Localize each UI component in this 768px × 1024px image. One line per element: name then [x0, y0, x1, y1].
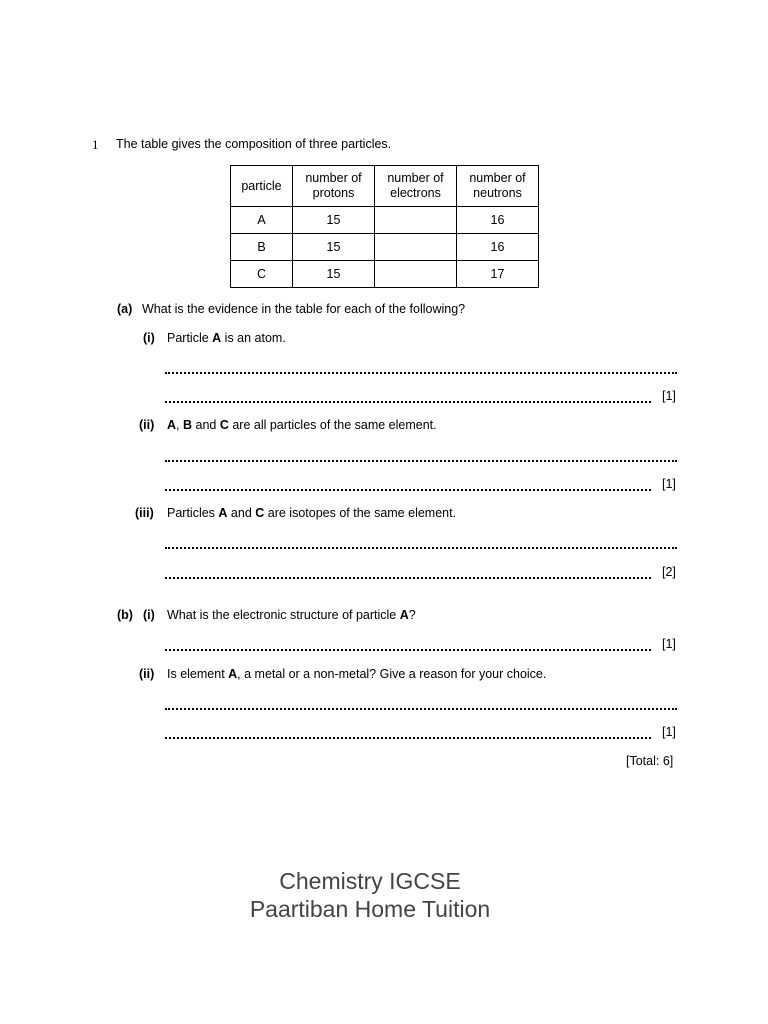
question-intro: The table gives the composition of three particles. — [116, 137, 392, 151]
table-header — [293, 166, 375, 207]
text-segment: is an atom. — [221, 331, 286, 345]
answer-line[interactable] — [165, 577, 651, 579]
total-marks: [Total: 6] — [626, 754, 674, 768]
table-cell: B — [231, 234, 293, 261]
text-segment: and — [192, 418, 220, 432]
table-cell: 16 — [457, 234, 539, 261]
text-bold: A — [228, 667, 238, 681]
mark-label: [2] — [662, 565, 676, 579]
part-b-ii-label: (ii) — [139, 667, 155, 681]
answer-line[interactable] — [165, 649, 651, 651]
table-cell — [375, 234, 457, 261]
table-cell — [375, 207, 457, 234]
mark-label: [1] — [662, 725, 676, 739]
header-electrons-text: number of electrons — [387, 171, 444, 200]
text-segment: What is the electronic structure of particle — [167, 608, 400, 622]
part-b-label: (b) — [117, 608, 133, 622]
table-header — [375, 166, 457, 207]
part-a-iii-text — [167, 506, 456, 520]
text-segment: , — [176, 418, 183, 432]
question-number: 1 — [92, 137, 99, 152]
table-row — [231, 207, 539, 234]
answer-line[interactable] — [165, 708, 677, 710]
table-header: particle — [231, 166, 293, 207]
answer-line[interactable] — [165, 460, 677, 462]
table-header-row — [231, 166, 539, 207]
part-a-ii-label: (ii) — [139, 418, 155, 432]
table-cell: A — [231, 207, 293, 234]
text-segment: are all particles of the same element. — [228, 418, 437, 432]
header-neutrons-text: number of neutrons — [469, 171, 526, 200]
table-cell: 16 — [457, 207, 539, 234]
text-segment: Particle — [167, 331, 213, 345]
part-b-ii-text — [167, 667, 546, 681]
table-cell: 15 — [293, 261, 375, 288]
part-a-i-text — [167, 331, 286, 345]
part-a-iii-label: (iii) — [135, 506, 154, 520]
answer-line[interactable] — [165, 372, 677, 374]
part-a-text: What is the evidence in the table for each of the following? — [142, 302, 466, 316]
composition-table — [230, 165, 539, 288]
mark-label: [1] — [662, 477, 676, 491]
table-cell — [375, 261, 457, 288]
text-segment: Is element — [167, 667, 229, 681]
table-cell: C — [231, 261, 293, 288]
text-segment: Particles — [167, 506, 219, 520]
header-protons-text: number of protons — [305, 171, 362, 200]
answer-line[interactable] — [165, 489, 651, 491]
text-bold: A — [399, 608, 409, 622]
table-cell: 15 — [293, 207, 375, 234]
table-row — [231, 261, 539, 288]
mark-label: [1] — [662, 389, 676, 403]
table-row — [231, 234, 539, 261]
text-bold: A — [167, 418, 177, 432]
text-segment: and — [227, 506, 256, 520]
text-bold: B — [182, 418, 193, 432]
footer-title: Chemistry IGCSE — [279, 868, 461, 894]
text-bold: C — [219, 418, 229, 432]
text-segment: , a metal or a non-metal? Give a reason for your choice. — [237, 667, 547, 681]
footer-subtitle: Paartiban Home Tuition — [249, 896, 491, 922]
table-cell: 15 — [293, 234, 375, 261]
table-cell: 17 — [457, 261, 539, 288]
table-header — [457, 166, 539, 207]
part-a-ii-text — [167, 418, 437, 432]
text-segment: are isotopes of the same element. — [264, 506, 457, 520]
text-bold: A — [218, 506, 228, 520]
text-segment: ? — [408, 608, 416, 622]
text-bold: A — [212, 331, 222, 345]
answer-line[interactable] — [165, 401, 651, 403]
part-b-i-label: (i) — [143, 608, 155, 622]
part-a-i-label: (i) — [143, 331, 155, 345]
part-a-label: (a) — [117, 302, 133, 316]
mark-label: [1] — [662, 637, 676, 651]
part-b-i-text — [167, 608, 416, 622]
text-bold: C — [255, 506, 265, 520]
answer-line[interactable] — [165, 547, 677, 549]
answer-line[interactable] — [165, 737, 651, 739]
